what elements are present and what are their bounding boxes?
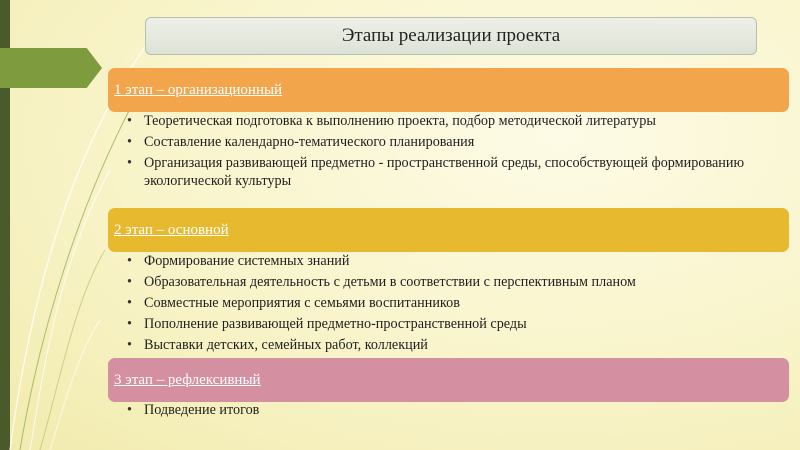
stage-1-label: 1 этап – организационный bbox=[114, 81, 283, 98]
list-item: • Формирование системных знаний bbox=[125, 252, 765, 270]
page-title: Этапы реализации проекта bbox=[341, 25, 561, 46]
stage-1-header bbox=[108, 68, 789, 112]
decorative-arrow-tab bbox=[0, 48, 102, 88]
title-box bbox=[145, 17, 757, 55]
list-item: • Образовательная деятельность с детьми в соответствии с перспективным планом bbox=[125, 273, 765, 291]
list-item: • Организация развивающей предметно - пространственной среды, способствующей формированию экологической культуры bbox=[125, 154, 765, 190]
stage-2-header bbox=[108, 208, 789, 252]
list-item: • Составление календарно-тематического планирования bbox=[125, 133, 765, 151]
list-item: • Совместные мероприятия с семьями воспитанников bbox=[125, 294, 765, 312]
stage-2-label: 2 этап – основной bbox=[114, 221, 229, 238]
stage-3-list bbox=[125, 401, 765, 422]
list-item: • Теоретическая подготовка к выполнению проекта, подбор методической литературы bbox=[125, 112, 765, 130]
stage-3-label: 3 этап – рефлексивный bbox=[114, 371, 261, 388]
list-item: • Выставки детских, семейных работ, коллекций bbox=[125, 336, 765, 354]
stage-3-header bbox=[108, 358, 789, 402]
stage-2-list bbox=[125, 252, 765, 357]
list-item: • Пополнение развивающей предметно-пространственной среды bbox=[125, 315, 765, 333]
list-item: • Подведение итогов bbox=[125, 401, 765, 419]
stage-1-list bbox=[125, 112, 765, 193]
